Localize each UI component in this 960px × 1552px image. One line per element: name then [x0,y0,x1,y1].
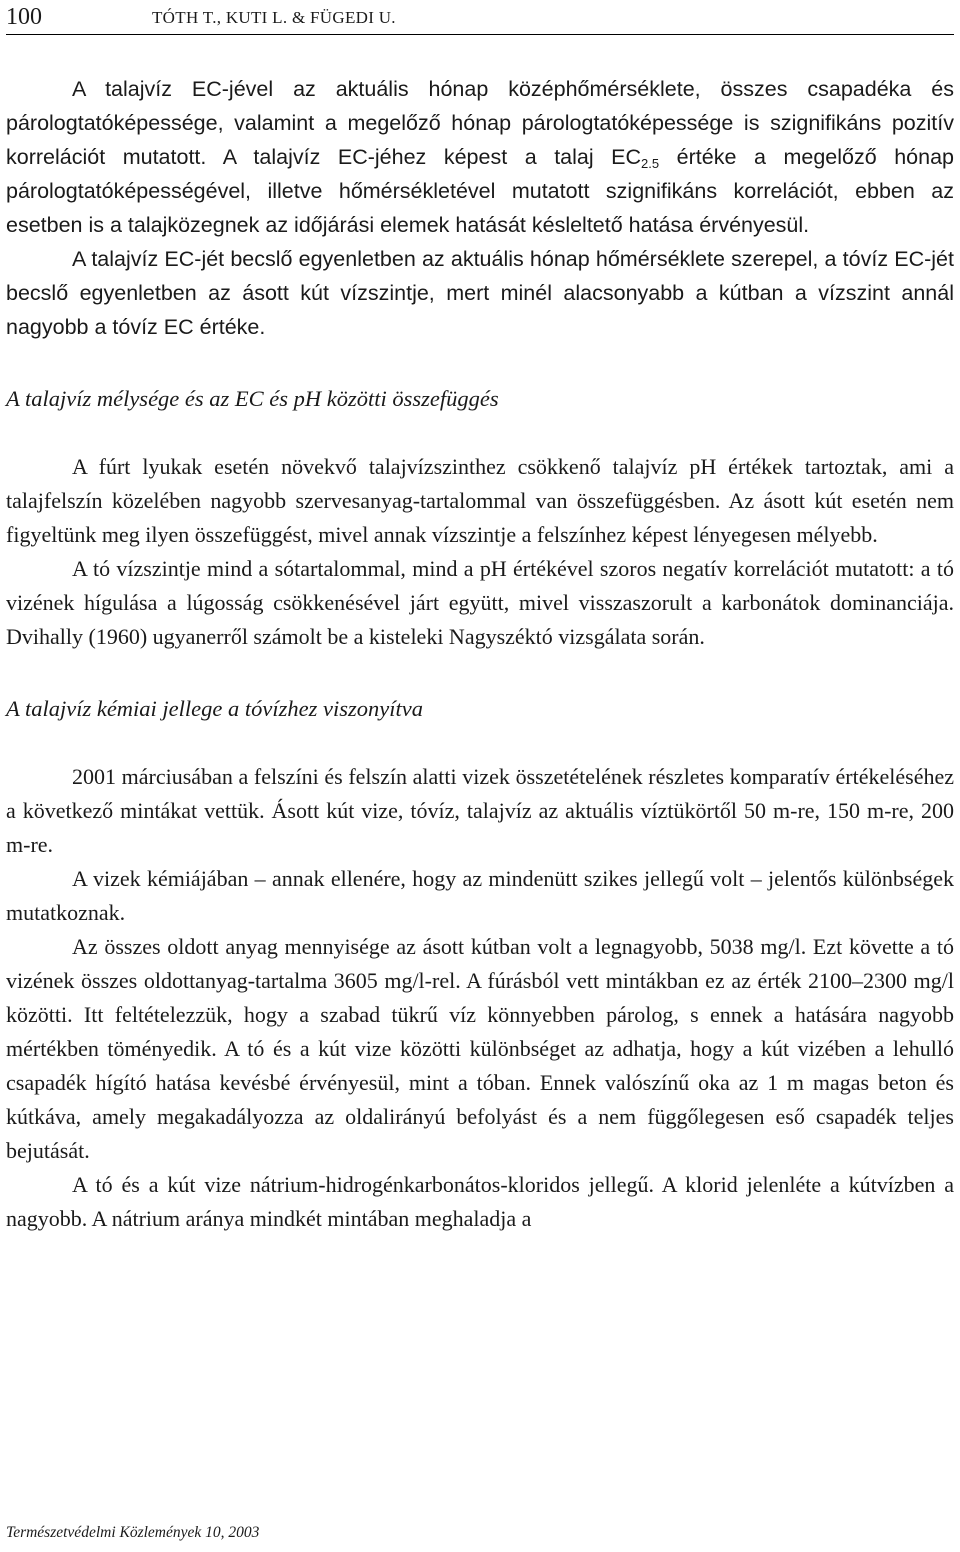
paragraph-text: A talajvíz EC-jével az aktuális hónap középhőmérséklete, összes csapadéka és párologtatóképessége, valamint a megelőző hónap párologtatóképessége is szignifikáns pozitív korrelációt mutatott. A talajvíz EC-jéhez képest a talaj EC [6,77,954,169]
paragraph: A tó és a kút vize nátrium-hidrogénkarbonátos-kloridos jellegű. A klorid jelenléte a kútvízben a nagyobb. A nátrium aránya mindkét mintában meghaladja a [6,1172,954,1231]
section-ec-correlation [6,72,954,344]
section-heading: A talajvíz mélysége és az EC és pH közötti összefüggés [6,386,499,411]
ec-subscript: 2.5 [641,156,660,171]
paragraph: A talajvíz EC-jét becslő egyenletben az aktuális hónap hőmérséklete szerepel, a tóvíz EC-jét becslő egyenletben az ásott kút vízszintje, mert minél alacsonyabb a kútban a vízszint annál nagyobb a tóvíz EC értéke. [6,247,954,339]
paragraph: Az összes oldott anyag mennyisége az ásott kútban volt a legnagyobb, 5038 mg/l. Ezt követte a tó vizének összes oldottanyag-tartalma 3605 mg/l-rel. A fúrásból vett mintákban ez az érték 2100–2300 mg/l közötti. Itt feltételezzük, hogy a szabad tükrű víz könnyebben párolog, s ennek a hatására nagyobb mértékben töményedik. A tó és a kút vize közötti különbséget az adhatja, hogy a kút vizében a lehulló csapadék hígító hatása kevésbé érvényesül, mint a tóban. Ennek valószínű oka az 1 m magas beton és kútkáva, amely megakadályozza az oldalirányú befolyást és a nem függőlegesen eső csapadék teljes bejutását. [6,934,954,1163]
section-heading: A talajvíz kémiai jellege a tóvízhez viszonyítva [6,696,423,721]
body-text [6,72,954,1236]
paragraph: 2001 márciusában a felszíni és felszín alatti vizek összetételének részletes komparatív értékeléséhez a következő mintákat vettük. Ásott kút vize, tóvíz, talajvíz az aktuális víztükörtől 50 m-re, 150 m-re, 200 m-re. [6,764,954,857]
paragraph [6,72,954,242]
paragraph: A fúrt lyukak esetén növekvő talajvízszinthez csökkenő talajvíz pH értékek tartoztak, ami a talajfelszín közelében nagyobb szervesanyag-tartalommal van összefüggésben. Az ásott kút esetén nem figyeltünk meg ilyen összefüggést, mivel annak vízszintje a felszínhez képest lényegesen mélyebb. [6,454,954,547]
journal-footer: Természetvédelmi Közlemények 10, 2003 [6,1524,260,1541]
running-head [6,2,954,35]
paragraph: A tó vízszintje mind a sótartalommal, mind a pH értékével szoros negatív korrelációt mutatott: a tó vizének hígulása a lúgosság csökkenésével járt együtt, mivel visszaszorult a karbonátok dominanciája. Dvihally (1960) ugyanerről számolt be a kisteleki Nagyszéktó vizsgálata során. [6,556,954,649]
paragraph: A vizek kémiájában – annak ellenére, hogy az mindenütt szikes jellegű volt – jelentős különbségek mutatkoznak. [6,866,954,925]
paragraph-text: értéke a megelőző hónap párologtatóképességével, illetve hőmérsékletével mutatott szignifikáns korrelációt, ebben az esetben is a talajközegnek az időjárási elemek hatását késleltető hatása érvényesül. [6,145,954,237]
running-head-authors: TÓTH T., KUTI L. & FÜGEDI U. [152,8,396,27]
page-number: 100 [6,4,42,30]
